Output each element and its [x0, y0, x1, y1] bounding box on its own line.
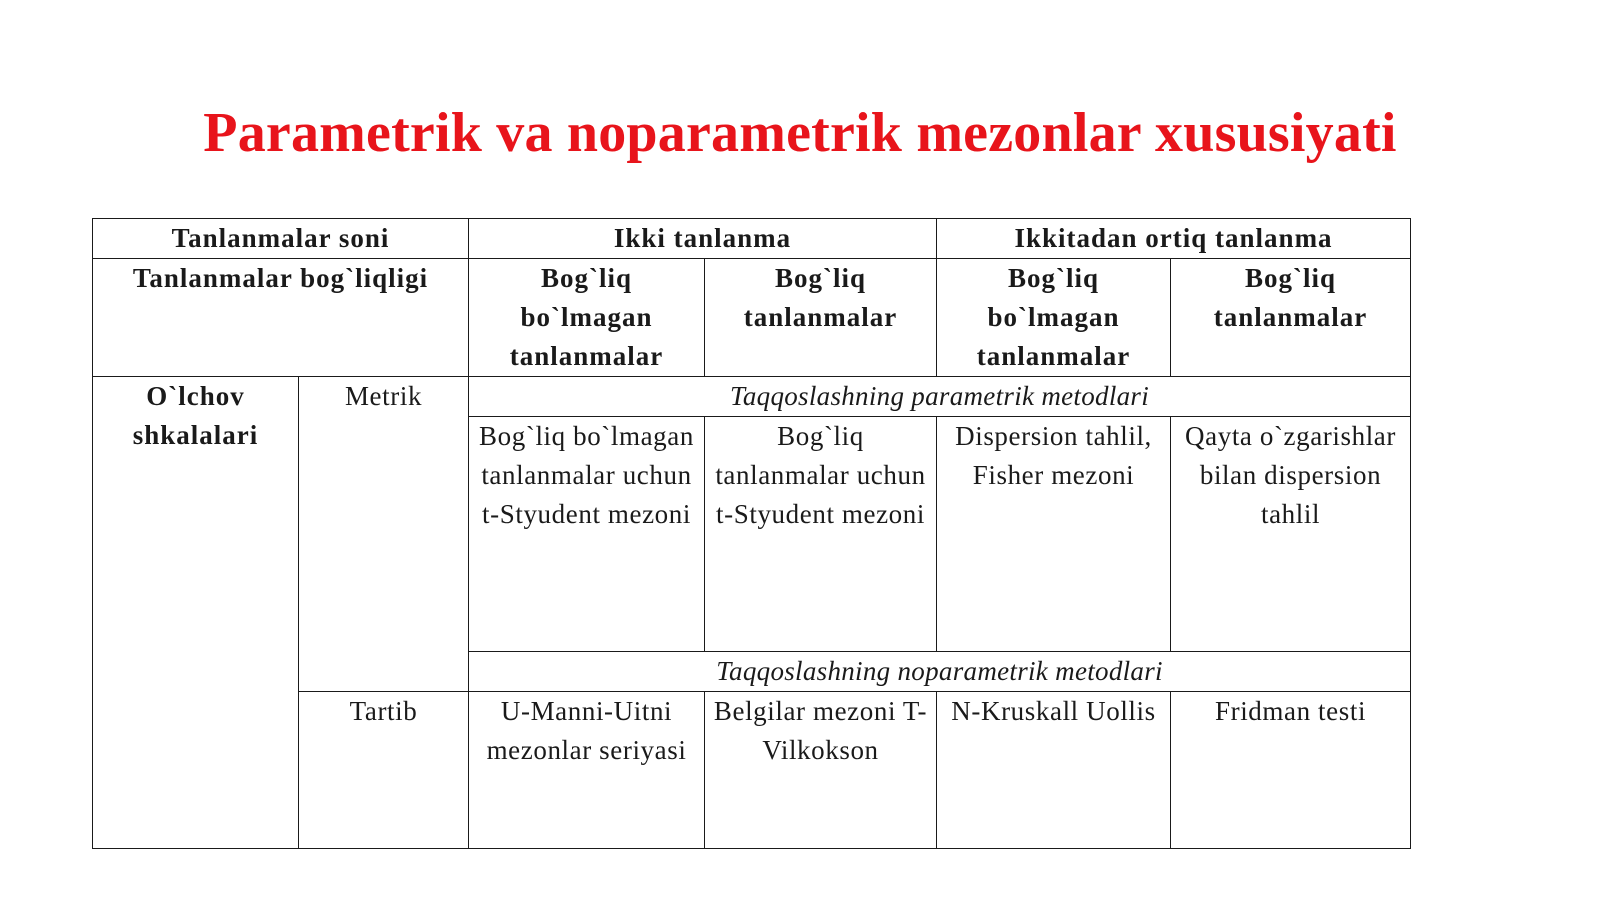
nonparametric-methods-heading: Taqqoslashning noparametrik metodlari — [469, 652, 1411, 692]
parametric-cell-independent-two: Bog`liq bo`lmagan tanlanmalar uchun t-Styudent mezoni — [469, 417, 705, 652]
header-two-samples: Ikki tanlanma — [469, 219, 937, 259]
header-dependency: Tanlanmalar bog`liqligi — [93, 259, 469, 377]
header-sample-count: Tanlanmalar soni — [93, 219, 469, 259]
nonparametric-cell-independent-two: U-Manni-Uitni mezonlar seriyasi — [469, 692, 705, 849]
parametric-heading-row — [93, 377, 1411, 417]
parametric-cell-independent-many: Dispersion tahlil, Fisher mezoni — [937, 417, 1171, 652]
nonparametric-cell-independent-many: N-Kruskall Uollis — [937, 692, 1171, 849]
header-independent-many: Bog`liq bo`lmagan tanlanmalar — [937, 259, 1171, 377]
nonparametric-cell-dependent-many: Fridman testi — [1171, 692, 1411, 849]
slide-title: Parametrik va noparametrik mezonlar xususiyati — [203, 102, 1397, 164]
header-row-sample-count — [93, 219, 1411, 259]
nonparametric-cell-dependent-two: Belgilar mezoni T-Vilkokson — [705, 692, 937, 849]
header-row-dependency — [93, 259, 1411, 377]
header-independent-two: Bog`liq bo`lmagan tanlanmalar — [469, 259, 705, 377]
header-dependent-two: Bog`liq tanlanmalar — [705, 259, 937, 377]
parametric-cell-dependent-many: Qayta o`zgarishlar bilan dispersion tahlil — [1171, 417, 1411, 652]
header-dependent-many: Bog`liq tanlanmalar — [1171, 259, 1411, 377]
ordinal-scale-cell: Tartib — [299, 692, 469, 849]
criteria-table — [92, 218, 1411, 849]
parametric-methods-heading: Taqqoslashning parametrik metodlari — [469, 377, 1411, 417]
parametric-cell-dependent-two: Bog`liq tanlanmalar uchun t-Styudent mezoni — [705, 417, 937, 652]
header-more-than-two-samples: Ikkitadan ortiq tanlanma — [937, 219, 1411, 259]
measurement-scales-cell: O`lchov shkalalari — [93, 377, 299, 849]
metric-scale-cell: Metrik — [299, 377, 469, 692]
